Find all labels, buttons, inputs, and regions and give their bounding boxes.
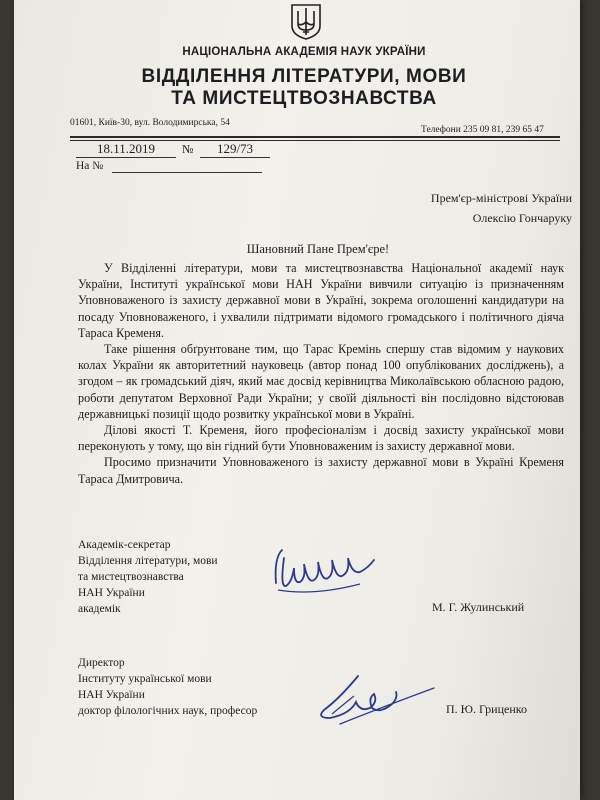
number-label: № bbox=[182, 142, 194, 156]
paragraph: Таке рішення обґрунтоване тим, що Тарас Кремінь спершу став відомим у наукових колах України як авторитетний науковець (автор понад 100 опублікованих досліджень), а згодом – як громадський діяч, який має досвід керівництва Миколаївською обласною радою, роботи депутатом Верховної Ради України; у своїй діяльності він послідовно відстоював державницькі позиції щодо розвитку української мови в Україні. bbox=[78, 342, 564, 421]
signatory-2-name: П. Ю. Гриценко bbox=[446, 702, 527, 716]
addressee bbox=[314, 188, 572, 228]
reply-to-blank bbox=[112, 172, 262, 173]
position-line: та мистецтвознавства bbox=[78, 571, 184, 583]
addressee-name: Олексію Гончаруку bbox=[472, 211, 572, 225]
phones: Телефони 235 09 81, 239 65 47 bbox=[421, 125, 544, 135]
trident-emblem-icon bbox=[289, 2, 323, 40]
position-line: Інституту української мови bbox=[78, 673, 212, 685]
outgoing-number: 129/73 bbox=[200, 141, 270, 158]
department-title-line2: ТА МИСТЕЦТВОЗНАВСТВА bbox=[171, 88, 437, 109]
address: 01601, Київ-30, вул. Володимирська, 54 bbox=[70, 118, 230, 128]
signatory-2-position bbox=[78, 655, 257, 719]
outgoing-date: 18.11.2019 bbox=[76, 141, 176, 158]
position-line: НАН України bbox=[78, 689, 145, 701]
letter-body bbox=[78, 260, 564, 487]
position-line: Відділення літератури, мови bbox=[78, 555, 218, 567]
position-line: Академік-секретар bbox=[78, 539, 171, 551]
addressee-title: Прем'єр-міністрові України bbox=[430, 191, 572, 205]
reply-to-label: На № bbox=[76, 160, 104, 172]
academy-title: НАЦІОНАЛЬНА АКАДЕМІЯ НАУК УКРАЇНИ bbox=[182, 46, 426, 58]
letter-page bbox=[14, 0, 580, 800]
paragraph: Просимо призначити Уповноваженого із захисту державної мови в Україні Кременя Тараса Дмитровича. bbox=[78, 455, 564, 486]
paragraph: Ділові якості Т. Кременя, його професіоналізм і досвід захисту української мови переконують у тому, що він гідний бути Уповноваженим із захисту державної мови. bbox=[78, 423, 564, 454]
greeting: Шановний Пане Прем'єре! bbox=[246, 242, 390, 256]
department-title bbox=[114, 66, 494, 110]
header-divider bbox=[70, 136, 560, 138]
position-line: Директор bbox=[78, 657, 125, 669]
signatory-1-position bbox=[78, 537, 218, 617]
position-line: доктор філологічних наук, професор bbox=[78, 705, 258, 717]
position-line: академік bbox=[78, 603, 121, 615]
department-title-line1: ВІДДІЛЕННЯ ЛІТЕРАТУРИ, МОВИ bbox=[141, 66, 467, 87]
signatory-1-name: М. Г. Жулинський bbox=[432, 600, 525, 614]
paragraph: У Відділенні літератури, мови та мистецтвознавства Національної академії наук України, Інституті української мови НАН України вивчили ситуацію із призначенням Уповноваженого із захисту державної мови в Україні, зокрема оголошенні кандидатури на посаду Уповноваженого, і ухвалили підтримати відомого громадського і політичного діяча Тараса Кременя. bbox=[78, 261, 564, 340]
handwritten-signature-1 bbox=[264, 538, 384, 608]
handwritten-signature-2 bbox=[310, 668, 440, 738]
position-line: НАН України bbox=[78, 587, 145, 599]
